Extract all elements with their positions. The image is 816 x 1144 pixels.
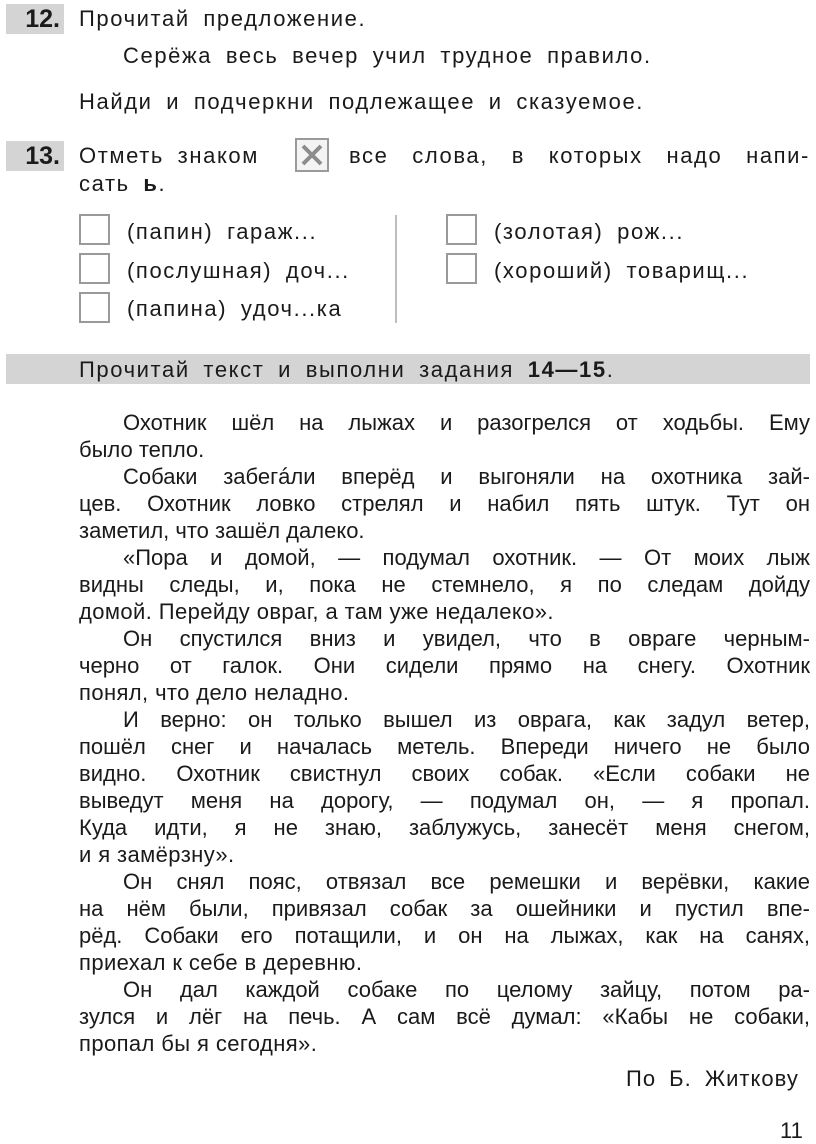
task-12-instruction: Прочитай предложение. (79, 6, 367, 31)
story-line: Он снял пояс, отвязал все ремешки и верёвки, какие (123, 869, 810, 894)
story-line: домой. Перейду овраг, а там уже недалеко». (79, 599, 554, 624)
task-13-instruction-part1: Отметь знаком (79, 143, 259, 168)
page-number: 11 (780, 1118, 803, 1143)
task-12-question: Найди и подчеркни подлежащее и сказуемое. (79, 89, 645, 114)
story-attribution: По Б. Житкову (626, 1066, 799, 1091)
checkbox-papin-garazh[interactable] (79, 214, 110, 245)
story-line: выведут меня на дорогу, — подумал он, — я пропал. (79, 788, 810, 813)
story-line: на нём были, привязал собак за ошейники и пустил впе- (79, 896, 810, 921)
story-line: рёд. Собаки его потащили, и он на лыжах, как на санях, (79, 923, 810, 948)
story-line: Охотник шёл на лыжах и разогрелся от ходьбы. Ему (123, 410, 810, 435)
story-line: зулся и лёг на печь. А сам всё думал: «Кабы не собаки, (79, 1004, 810, 1029)
story-line: «Пора и домой, — подумал охотник. — От моих лыж (123, 545, 810, 570)
checkbox-khoroshiy-tovarishch[interactable] (446, 253, 477, 284)
story-line: и я замёрзну». (79, 842, 235, 867)
option-label: (папин) гараж... (127, 219, 318, 244)
story-line: Он спустился вниз и увидел, что в овраге черным- (123, 626, 810, 651)
story-line: Собаки забегáли вперёд и выгоняли на охотника зай- (123, 464, 810, 489)
task-13-instruction-part2: все слова, в которых надо напи- (349, 143, 810, 168)
read-banner-text: Прочитай текст и выполни задания 14—15. (79, 357, 615, 382)
checkbox-papina-udochka[interactable] (79, 292, 110, 323)
story-line: пошёл снег и началась метель. Впереди ничего не было (79, 734, 810, 759)
task-range: 14—15 (527, 357, 607, 382)
task-12-sentence: Серёжа весь вечер учил трудное правило. (123, 43, 652, 68)
option-label: (золотая) рож... (494, 219, 685, 244)
task-12-number: 12. (6, 4, 64, 34)
option-label: (послушная) доч... (127, 258, 350, 283)
story-line: И верно: он только вышел из оврага, как задул ветер, (123, 707, 810, 732)
checkbox-zolotaya-rozh[interactable] (446, 214, 477, 245)
option-label: (хороший) товарищ... (494, 258, 750, 283)
story-line: понял, что дело неладно. (79, 680, 350, 705)
story-line: видны следы, и, пока не стемнело, я по следам дойду (79, 572, 810, 597)
story-line: черно от галок. Они сидели прямо на снегу. Охотник (79, 653, 810, 678)
story-line: видно. Охотник свистнул своих собак. «Если собаки не (79, 761, 810, 786)
story-line: приехал к себе в деревню. (79, 950, 363, 975)
story-line: пропал бы я сегодня». (79, 1031, 318, 1056)
soft-sign-letter: ь (143, 171, 159, 196)
column-divider (395, 215, 397, 323)
x-mark-icon (295, 138, 329, 172)
story-line: Куда идти, я не знаю, заблужусь, занесёт меня снегом, (79, 815, 810, 840)
story-line: цев. Охотник ловко стрелял и набил пять штук. Тут он (79, 491, 810, 516)
task-13-number: 13. (6, 141, 64, 171)
story-line: было тепло. (79, 437, 205, 462)
checkbox-poslushnaya-doch[interactable] (79, 253, 110, 284)
story-line: заметил, что зашёл далеко. (79, 518, 365, 543)
option-label: (папина) удоч...ка (127, 296, 343, 321)
task-13-instruction-line2: сать ь. (79, 171, 167, 196)
story-line: Он дал каждой собаке по целому зайцу, потом ра- (123, 977, 810, 1002)
